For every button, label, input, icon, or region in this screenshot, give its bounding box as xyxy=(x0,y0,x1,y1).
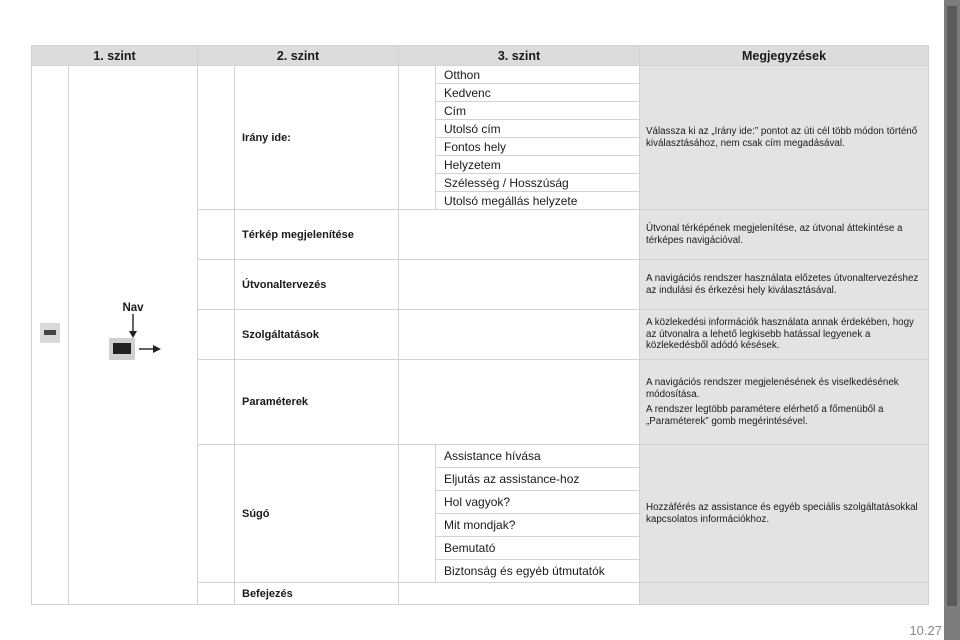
header-level2: 2. szint xyxy=(198,46,399,66)
note-terkep: Útvonal térképének megjelenítése, az útvonal áttekintése a térképes navigációval. xyxy=(640,210,929,260)
level2-utvonal: Útvonaltervezés xyxy=(235,260,399,310)
note-befejezes xyxy=(640,583,929,605)
level2-sugo: Súgó xyxy=(235,445,399,583)
screen-icon-large xyxy=(109,338,135,360)
level2-terkep: Térkép megjelenítése xyxy=(235,210,399,260)
level2-parameterek: Paraméterek xyxy=(235,360,399,445)
menu-table xyxy=(31,45,929,605)
level3-item: Fontos hely xyxy=(436,138,640,156)
level3-item: Szélesség / Hosszúság xyxy=(436,174,640,192)
note-szolgaltatasok: A közlekedési információk használata annak érdekében, hogy az útvonalra a lehető legkisebb hatással legyenek a közlekedésből adódó késések. xyxy=(640,310,929,360)
level2-szolgaltatasok: Szolgáltatások xyxy=(235,310,399,360)
note-parameterek: A navigációs rendszer megjelenésének és viselkedésének módosítása. A rendszer legtöbb paramétere elérhető a főmenüből a „Paraméterek” gomb megérintésével. xyxy=(640,360,929,445)
level3-item: Mit mondjak? xyxy=(436,514,640,537)
note-utvonal: A navigációs rendszer használata előzetes útvonaltervezéshez az indulási és érkezési hely kiválasztásával. xyxy=(640,260,929,310)
right-arrow-icon xyxy=(139,344,161,354)
level3-item: Eljutás az assistance-hoz xyxy=(436,468,640,491)
level3-item: Kedvenc xyxy=(436,84,640,102)
level3-item: Utolsó megállás helyzete xyxy=(436,192,640,210)
header-row xyxy=(32,46,929,66)
scrollbar[interactable] xyxy=(944,0,960,640)
note-irany-ide: Válassza ki az „Irány ide:” pontot az úti cél több módon történő kiválasztásához, nem csak cím megadásával. xyxy=(640,66,929,210)
level3-item: Helyzetem xyxy=(436,156,640,174)
level3-item: Hol vagyok? xyxy=(436,491,640,514)
level3-item: Bemutató xyxy=(436,537,640,560)
level3-item: Utolsó cím xyxy=(436,120,640,138)
scrollbar-thumb[interactable] xyxy=(947,6,957,606)
level3-item: Cím xyxy=(436,102,640,120)
down-arrow-icon xyxy=(129,314,137,338)
level3-item: Otthon xyxy=(436,66,640,84)
note-sugo: Hozzáférés az assistance és egyéb speciális szolgáltatásokkal kapcsolatos információkhoz. xyxy=(640,445,929,583)
level2-irany-ide: Irány ide: xyxy=(235,66,399,210)
level1-nav-cell xyxy=(69,66,198,605)
level2-befejezes: Befejezés xyxy=(235,583,399,605)
page-number: 10.27 xyxy=(909,623,942,638)
header-level1: 1. szint xyxy=(32,46,198,66)
level1-icon-cell xyxy=(32,66,69,605)
level3-item: Biztonság és egyéb útmutatók xyxy=(436,560,640,583)
screen-icon xyxy=(40,323,60,343)
header-notes: Megjegyzések xyxy=(640,46,929,66)
header-level3: 3. szint xyxy=(399,46,640,66)
level3-item: Assistance hívása xyxy=(436,445,640,468)
nav-label: Nav xyxy=(122,302,144,314)
